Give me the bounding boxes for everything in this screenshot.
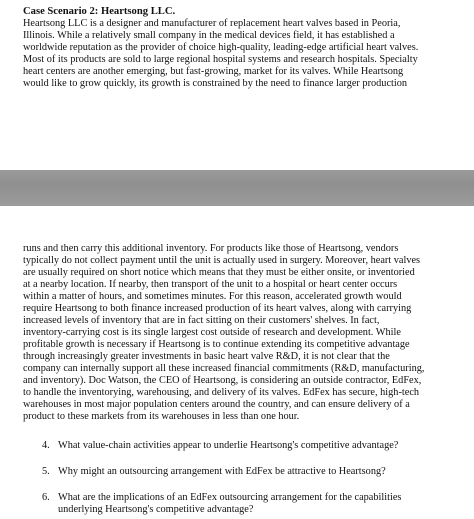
body-line: increased levels of inventory that are in fact sitting on their customers' shelves. In fact, <box>23 315 380 326</box>
intro-line: Most of its products are sold to large regional hospital systems and research hospitals. Specialty <box>23 54 418 65</box>
body-line: product to these markets from its warehouses in less than one hour. <box>23 411 300 422</box>
intro-line: Heartsong LLC is a designer and manufacturer of replacement heart valves based in Peoria, <box>23 18 401 29</box>
question-text: Why might an outsourcing arrangement with EdFex be attractive to Heartsong? <box>58 466 386 477</box>
body-line: and inventory). Doc Watson, the CEO of Heartsong, is considering an outside contractor, EdFex, <box>23 375 422 386</box>
body-line: company can internally support all these increased financial commitments (R&D, manufacturing, <box>23 363 425 374</box>
page-bottom <box>0 206 474 519</box>
question-6 <box>42 492 401 504</box>
question-number: 6. <box>42 492 50 503</box>
body-line: inventory-carrying cost is its single largest cost outside of research and development. While <box>23 327 401 338</box>
question-text: What value-chain activities appear to underlie Heartsong's competitive advantage? <box>58 440 399 451</box>
question-6-continuation: underlying Heartsong's competitive advantage? <box>58 504 254 515</box>
page-top <box>0 0 474 170</box>
body-line: through increasingly greater investments in basic heart valve R&D, it is not clear that the <box>23 351 390 362</box>
case-title: Case Scenario 2: Heartsong LLC. <box>23 6 176 17</box>
intro-line: would like to grow quickly, its growth is constrained by the need to finance larger production <box>23 78 408 89</box>
body-line: warehouses in most major population centers around the country, and can ensure delivery of a <box>23 399 410 410</box>
body-line: within a matter of hours, and sometimes minutes. For this reason, accelerated growth would <box>23 291 402 302</box>
body-line: profitable growth is necessary if Heartsong is to continue extending its competitive advantage <box>23 339 410 350</box>
question-4 <box>42 440 398 452</box>
intro-line: Illinois. While a relatively small company in the medical devices field, it has established a <box>23 30 395 41</box>
question-text: What are the implications of an EdFex outsourcing arrangement for the capabilities <box>58 492 402 503</box>
body-line: typically do not collect payment until the unit is actually used in surgery. Moreover, heart valves <box>23 255 421 266</box>
body-line: runs and then carry this additional inventory. For products like those of Heartsong, vendors <box>23 243 399 254</box>
body-line: are usually required on short notice which means that they must be either onsite, or inventoried <box>23 267 415 278</box>
question-number: 5. <box>42 466 50 477</box>
body-line: require Heartsong to both finance increased production of its heart valves, along with carrying <box>23 303 412 314</box>
page-break-gap <box>0 170 474 206</box>
intro-line: heart centers are another emerging, but fast-growing, market for its valves. While Heartsong <box>23 66 404 77</box>
question-5 <box>42 466 386 478</box>
body-line: at a nearby location. If nearby, then transport of the unit to a hospital or heart center occurs <box>23 279 398 290</box>
intro-line: worldwide reputation as the provider of choice high-quality, leading-edge artificial heart valves. <box>23 42 419 53</box>
body-line: to handle the inventorying, warehousing, and delivery of its valves. EdFex has secure, high-tech <box>23 387 420 398</box>
question-number: 4. <box>42 440 50 451</box>
